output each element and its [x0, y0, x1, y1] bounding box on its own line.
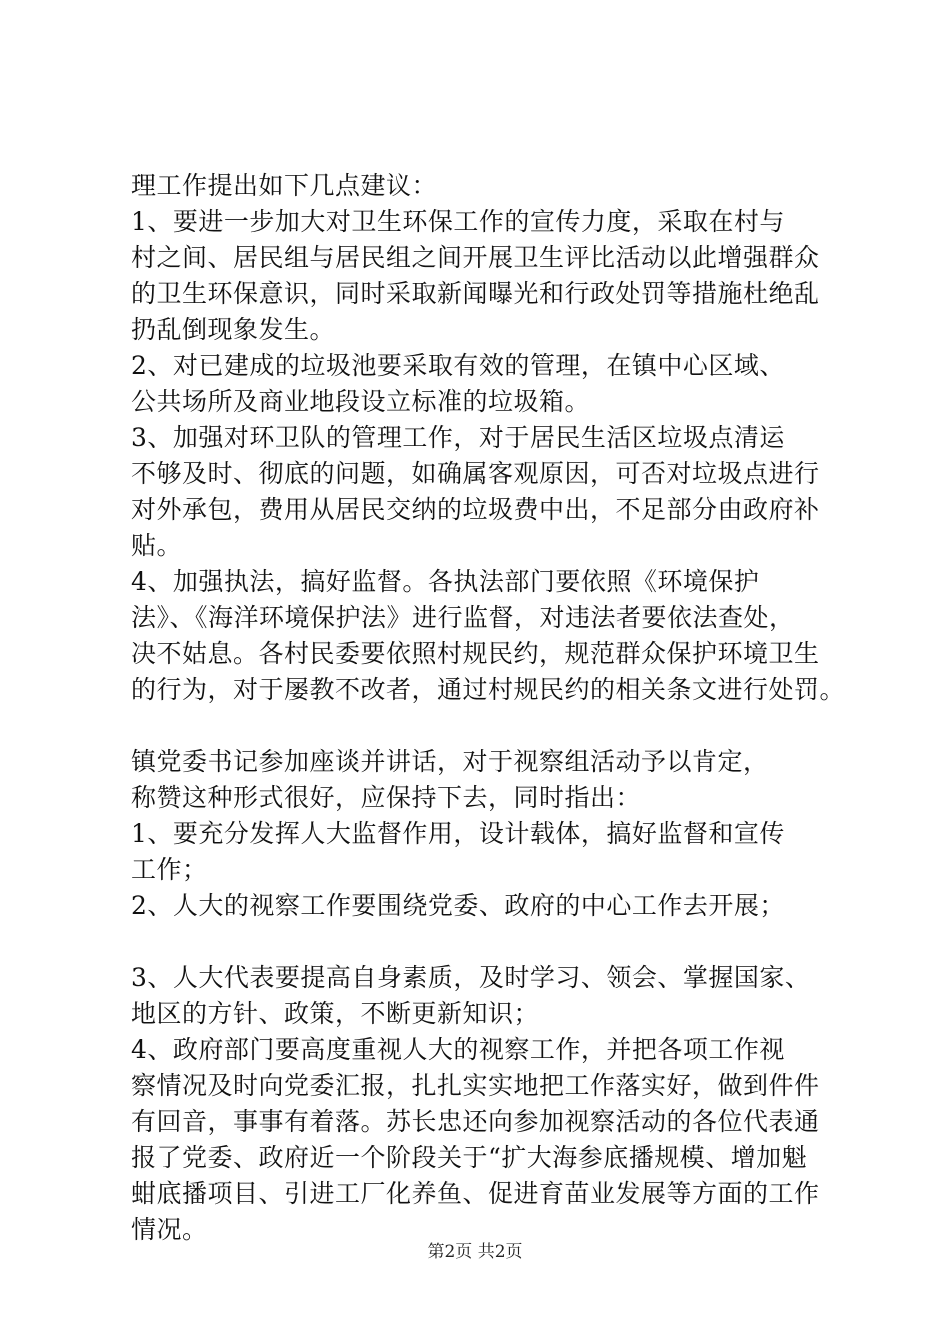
paragraph: [131, 816, 831, 888]
paragraph: [131, 960, 831, 1032]
text-line: 3、人大代表要提高自身素质，及时学习、领会、掌握国家、: [131, 963, 811, 992]
text-line: 2、对已建成的垃圾池要采取有效的管理，在镇中心区域、: [131, 351, 785, 380]
paragraph: [131, 888, 831, 924]
paragraph: [131, 204, 831, 348]
text-line: 不够及时、彻底的问题，如确属客观原因，可否对垃圾点进行: [131, 459, 820, 488]
text-line: 贴。: [131, 531, 183, 560]
paragraph: [131, 348, 831, 420]
text-line: 3、加强对环卫队的管理工作，对于居民生活区垃圾点清运: [131, 423, 785, 452]
text-line: 1、要进一步加大对卫生环保工作的宣传力度，采取在村与: [131, 207, 785, 236]
text-line: 报了党委、政府近一个阶段关于“扩大海参底播规模、增加魁: [131, 1143, 808, 1172]
paragraph: [131, 420, 831, 564]
paragraph-spacer: [131, 708, 831, 744]
text-line: 的卫生环保意识，同时采取新闻曝光和行政处罚等措施杜绝乱: [131, 279, 820, 308]
text-line: 决不姑息。各村民委要依照村规民约，规范群众保护环境卫生: [131, 639, 820, 668]
paragraph: [131, 744, 831, 816]
text-line: 的行为，对于屡教不改者，通过村规民约的相关条文进行处罚。: [131, 675, 846, 704]
text-line: 地区的方针、政策，不断更新知识；: [131, 999, 540, 1028]
document-body: [131, 168, 846, 1248]
text-line: 1、要充分发挥人大监督作用，设计载体，搞好监督和宣传: [131, 819, 785, 848]
paragraph-spacer: [131, 924, 831, 960]
text-line: 蚶底播项目、引进工厂化养鱼、促进育苗业发展等方面的工作: [131, 1179, 820, 1208]
text-line: 察情况及时向党委汇报，扎扎实实地把工作落实好，做到件件: [131, 1071, 820, 1100]
text-line: 理工作提出如下几点建议：: [131, 171, 438, 200]
text-line: 称赞这种形式很好，应保持下去，同时指出：: [131, 783, 642, 812]
paragraph: [131, 168, 831, 204]
paragraph: [131, 1032, 831, 1248]
text-line: 情况。: [131, 1215, 208, 1244]
text-line: 4、政府部门要高度重视人大的视察工作，并把各项工作视: [131, 1035, 785, 1064]
text-line: 镇党委书记参加座谈并讲话，对于视察组活动予以肯定，: [131, 747, 769, 776]
text-line: 法》、《海洋环境保护法》进行监督，对违法者要依法查处，: [131, 603, 795, 632]
text-line: 工作；: [131, 855, 208, 884]
text-line: 对外承包，费用从居民交纳的垃圾费中出，不足部分由政府补: [131, 495, 820, 524]
text-line: 公共场所及商业地段设立标准的垃圾箱。: [131, 387, 591, 416]
text-line: 村之间、居民组与居民组之间开展卫生评比活动以此增强群众: [131, 243, 820, 272]
text-line: 4、加强执法，搞好监督。各执法部门要依照《环境保护: [131, 567, 760, 596]
paragraph: [131, 564, 846, 708]
page-number-footer: 第2页 共2页: [427, 1242, 523, 1262]
text-line: 有回音，事事有着落。苏长忠还向参加视察活动的各位代表通: [131, 1107, 820, 1136]
text-line: 2、人大的视察工作要围绕党委、政府的中心工作去开展；: [131, 891, 785, 920]
text-line: 扔乱倒现象发生。: [131, 315, 336, 344]
